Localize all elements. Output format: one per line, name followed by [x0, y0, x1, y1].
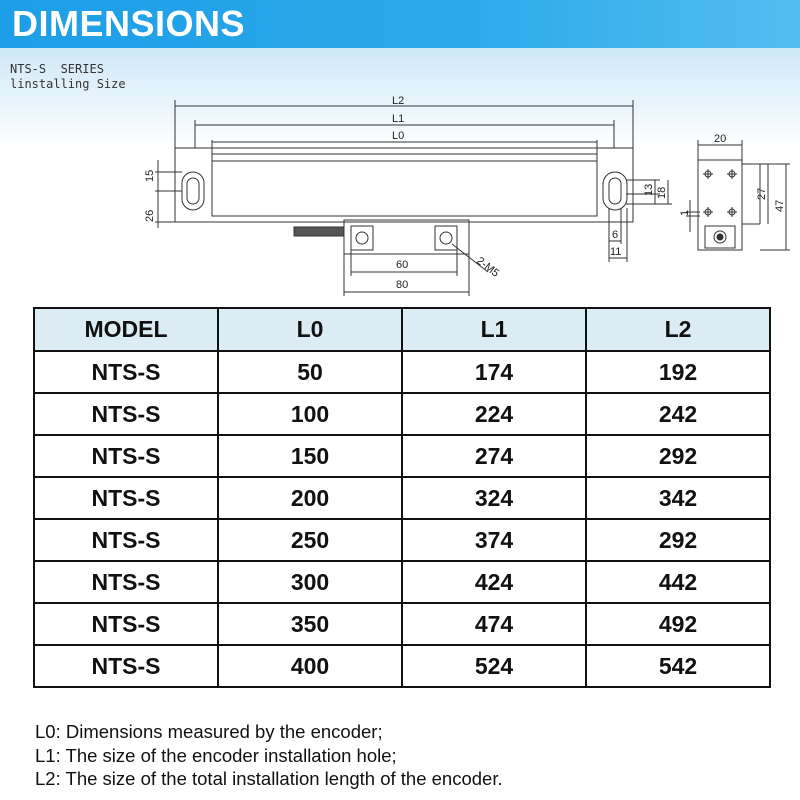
cell-l2: 342: [586, 477, 770, 519]
cell-model: NTS-S: [34, 477, 218, 519]
cell-l0: 300: [218, 561, 402, 603]
dim-13-label: 13: [643, 183, 655, 196]
cell-l1: 524: [402, 645, 586, 687]
col-header-model: MODEL: [34, 308, 218, 351]
cell-l2: 292: [586, 435, 770, 477]
dim-6-label: 6: [612, 229, 619, 241]
dim-20-label: 20: [714, 133, 727, 145]
cell-l1: 474: [402, 603, 586, 645]
table-row: [34, 645, 770, 687]
cell-l0: 100: [218, 393, 402, 435]
dim-1-label: 1: [679, 209, 691, 216]
page-title: DIMENSIONS: [12, 3, 246, 44]
cell-l1: 274: [402, 435, 586, 477]
dimension-drawing: [0, 80, 800, 300]
table-header-row: [34, 308, 770, 351]
table-row: [34, 393, 770, 435]
cell-model: NTS-S: [34, 603, 218, 645]
cell-l0: 400: [218, 645, 402, 687]
footnote-l0: L0: Dimensions measured by the encoder;: [35, 721, 383, 742]
col-header-l1: L1: [402, 308, 586, 351]
col-header-l2: L2: [586, 308, 770, 351]
cell-model: NTS-S: [34, 393, 218, 435]
footnote-l2: L2: The size of the total installation length of the encoder.: [35, 768, 503, 789]
cell-model: NTS-S: [34, 435, 218, 477]
cell-l0: 250: [218, 519, 402, 561]
cell-l2: 492: [586, 603, 770, 645]
dim-80-label: 80: [396, 279, 409, 291]
table-row: [34, 435, 770, 477]
cell-l0: 350: [218, 603, 402, 645]
thread-label: 2-M5: [474, 254, 502, 280]
dim-l1-label: L1: [392, 113, 405, 125]
dim-60-label: 60: [396, 259, 409, 271]
dim-15-label: 15: [144, 169, 156, 182]
table-row: [34, 351, 770, 393]
cell-l1: 374: [402, 519, 586, 561]
installing-size-label: linstalling Size: [10, 77, 126, 91]
cell-l2: 192: [586, 351, 770, 393]
footnotes: [35, 720, 503, 791]
cell-l1: 324: [402, 477, 586, 519]
encoder-side-view: [155, 100, 672, 296]
dim-27-label: 27: [756, 187, 768, 200]
dimensions-table: [33, 307, 771, 688]
table-row: [34, 477, 770, 519]
dim-26-label: 26: [144, 209, 156, 222]
cell-l2: 542: [586, 645, 770, 687]
cell-model: NTS-S: [34, 519, 218, 561]
dim-18-label: 18: [656, 186, 668, 199]
cell-l1: 174: [402, 351, 586, 393]
cell-model: NTS-S: [34, 645, 218, 687]
dim-47-label: 47: [774, 199, 786, 212]
table-row: [34, 561, 770, 603]
dim-l0-label: L0: [392, 130, 405, 142]
cell-l0: 200: [218, 477, 402, 519]
cell-l2: 292: [586, 519, 770, 561]
dim-11-label: 11: [610, 246, 622, 258]
cell-l0: 50: [218, 351, 402, 393]
series-name: NTS-S SERIES: [10, 62, 104, 76]
table-row: [34, 603, 770, 645]
encoder-end-view: [686, 140, 790, 250]
cell-model: NTS-S: [34, 561, 218, 603]
table-row: [34, 519, 770, 561]
cell-l1: 224: [402, 393, 586, 435]
dim-l2-label: L2: [392, 95, 405, 107]
cell-model: NTS-S: [34, 351, 218, 393]
cell-l1: 424: [402, 561, 586, 603]
header-banner: [0, 0, 800, 48]
cell-l2: 442: [586, 561, 770, 603]
footnote-l1: L1: The size of the encoder installation hole;: [35, 744, 397, 766]
cell-l2: 242: [586, 393, 770, 435]
cell-l0: 150: [218, 435, 402, 477]
col-header-l0: L0: [218, 308, 402, 351]
